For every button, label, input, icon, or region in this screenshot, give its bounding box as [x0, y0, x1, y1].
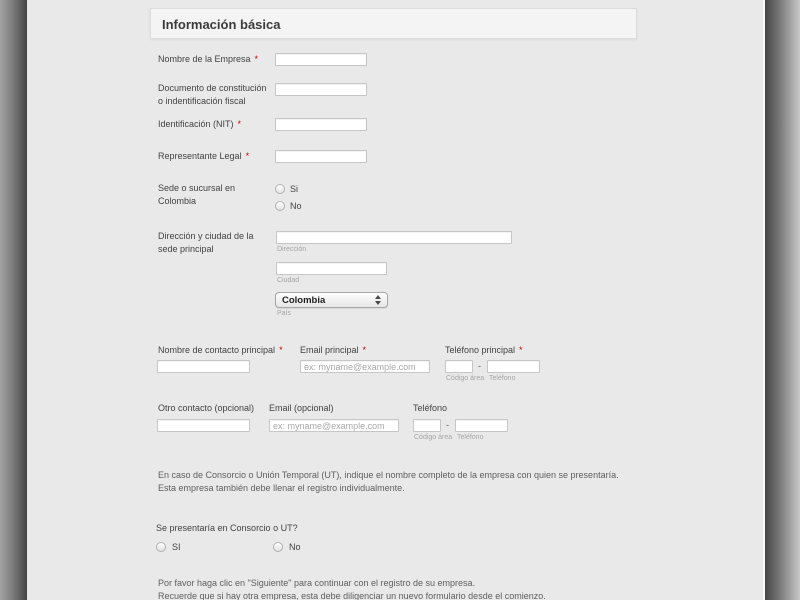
email-opcional-input[interactable] [269, 419, 399, 432]
phone-dash: - [446, 420, 449, 430]
field-label-representante: Representante Legal * [158, 151, 250, 161]
sede-radio-si[interactable] [275, 184, 285, 194]
field-label-otro-contacto: Otro contacto (opcional) [158, 403, 255, 413]
required-asterisk: * [254, 54, 259, 64]
codigo-area-sublabel: Código área [414, 434, 453, 441]
ciudad-sublabel: Ciudad [277, 277, 300, 284]
field-label-email-opcional: Email (opcional) [269, 403, 334, 413]
siguiente-note: Por favor haga clic en "Siguiente" para continuar con el registro de su empresa. Recuerde que si hay otra empresa, esta debe diligenciar un nuevo formulario desde el comienzo. [158, 578, 546, 600]
sede-radio-no[interactable] [275, 201, 285, 211]
required-asterisk: * [362, 345, 367, 355]
required-asterisk: * [279, 345, 283, 355]
nit-input[interactable] [275, 118, 367, 131]
field-label-telefono-opcional: Teléfono [413, 403, 448, 413]
sede-radio-no-label: No [290, 201, 302, 211]
consorcio-note: En caso de Consorcio o Unión Temporal (UT), indique el nombre completo de la empresa con quien se presentaría. Esta empresa también debe llenar el registro individualmente. [158, 470, 619, 493]
field-label-email-principal: Email principal * [300, 345, 367, 355]
telefono-principal-codigo-input[interactable] [445, 360, 473, 373]
pais-sublabel: País [277, 310, 292, 317]
direccion-input[interactable] [276, 231, 512, 244]
ciudad-input[interactable] [276, 262, 387, 275]
required-asterisk: * [237, 119, 242, 129]
field-label-nit: Identificación (NIT) * [158, 119, 242, 129]
required-asterisk: * [245, 151, 250, 161]
telefono-opcional-codigo-input[interactable] [413, 419, 441, 432]
consorcio-radio-no[interactable] [273, 542, 283, 552]
pais-select-value: Colombia [282, 294, 326, 306]
form-section-header [150, 8, 637, 39]
page-left-shadow [0, 0, 27, 600]
field-label-sede: Sede o sucursal en Colombia [158, 183, 236, 206]
telefono-sublabel: Teléfono [457, 434, 484, 441]
email-principal-input[interactable] [300, 360, 430, 373]
documento-input[interactable] [275, 83, 367, 96]
field-label-documento: Documento de constitución o indentificación fiscal [158, 83, 267, 106]
consorcio-radio-si[interactable] [156, 542, 166, 552]
representante-input[interactable] [275, 150, 367, 163]
field-label-telefono-principal: Teléfono principal * [445, 345, 523, 355]
field-label-consorcio-question: Se presentaría en Consorcio o UT? [156, 523, 298, 533]
field-label-direccion: Dirección y ciudad de la sede principal [158, 231, 254, 254]
sede-radio-si-label: Si [290, 184, 299, 194]
phone-dash: - [478, 361, 481, 371]
field-label-empresa: Nombre de la Empresa * [158, 54, 259, 64]
select-arrows-icon [375, 295, 381, 305]
page-right-shadow [763, 0, 800, 600]
contacto-nombre-input[interactable] [157, 360, 250, 373]
consorcio-radio-si-label: SI [172, 542, 181, 552]
telefono-sublabel: Teléfono [489, 375, 516, 382]
direccion-sublabel: Dirección [277, 246, 307, 253]
telefono-principal-numero-input[interactable] [487, 360, 540, 373]
pais-select[interactable] [275, 292, 388, 308]
otro-contacto-input[interactable] [157, 419, 250, 432]
empresa-input[interactable] [275, 53, 367, 66]
telefono-opcional-numero-input[interactable] [455, 419, 508, 432]
section-title: Información básica [162, 17, 281, 32]
required-asterisk: * [519, 345, 523, 355]
codigo-area-sublabel: Código área [446, 375, 485, 382]
consorcio-radio-no-label: No [289, 542, 301, 552]
field-label-contacto-nombre: Nombre de contacto principal * [158, 345, 283, 355]
